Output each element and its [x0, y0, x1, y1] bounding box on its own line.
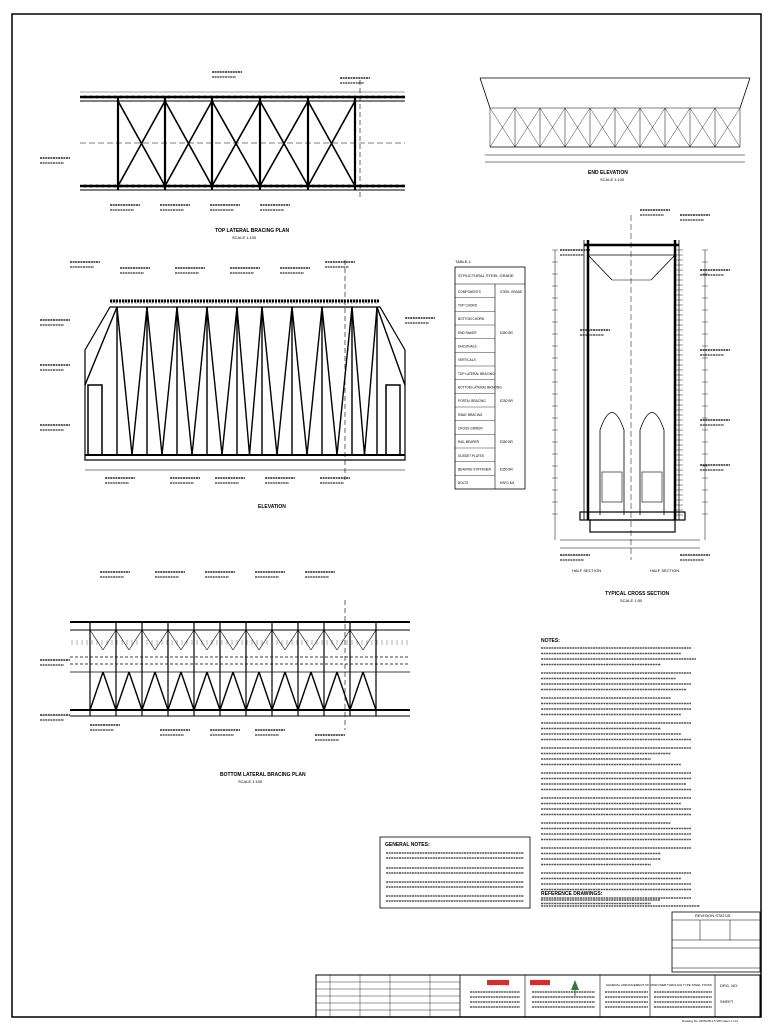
bot-plan-diagonal: [194, 672, 207, 710]
revision-heading: REVISION STATUS: [695, 913, 731, 918]
half-section-left: HALF SECTION: [572, 568, 602, 573]
table-cell-grade: E250 BR: [500, 399, 513, 404]
bot-plan-diagonal: [272, 672, 285, 710]
table-cell-grade: HSFG 8.8: [500, 481, 515, 486]
main-elev-diagonal: [250, 307, 263, 455]
title-block: [316, 912, 760, 1017]
end-elevation: [480, 78, 750, 162]
main-elevation-title: ELEVATION: [258, 504, 286, 510]
table-cell-component: SWAY BRACING: [458, 412, 483, 417]
bot-plan-diagonal: [181, 672, 194, 710]
main-elev-diagonal: [132, 307, 147, 455]
table-cell-component: BOTTOM CHORD: [458, 317, 485, 322]
bot-plan-stringer-brace: [272, 630, 285, 650]
table-cell-grade: STEEL GRADE: [500, 289, 523, 294]
bottom-bracing-plan-scale: SCALE 1:100: [238, 779, 263, 784]
main-elev-diagonal: [322, 307, 337, 455]
half-section-right: HALF SECTION: [650, 568, 680, 573]
bot-plan-diagonal: [363, 672, 376, 710]
general-notes-heading: GENERAL NOTES:: [385, 842, 430, 848]
top-bracing-plan: [80, 80, 405, 200]
cross-section-scale: SCALE 1:50: [620, 598, 643, 603]
main-elev-diagonal: [262, 307, 277, 455]
sheet-label: SHEET: [720, 999, 734, 1004]
bot-plan-stringer-brace: [142, 630, 155, 650]
main-elev-diagonal: [222, 307, 237, 455]
bot-plan-diagonal: [103, 672, 116, 710]
table-cell-component: BOLTS: [458, 481, 469, 486]
bot-plan-diagonal: [298, 672, 311, 710]
bot-plan-diagonal: [259, 672, 272, 710]
bot-plan-stringer-brace: [233, 630, 246, 650]
bot-plan-diagonal: [324, 672, 337, 710]
table-cell-component: BOTTOM LATERAL BRACING: [458, 385, 502, 390]
bot-plan-diagonal: [350, 672, 363, 710]
table-cell-component: DIAGONALS: [458, 344, 477, 349]
top-bracing-plan-scale: SCALE 1:100: [232, 235, 257, 240]
sheet-border: [12, 14, 761, 1017]
main-elev-diagonal: [237, 307, 250, 455]
footer-note: Drawing No: RDSO/B-1772/R sheet 1 of 2: [682, 1019, 739, 1023]
main-elev-diagonal: [307, 307, 322, 455]
bot-plan-stringer-brace: [194, 630, 207, 650]
logo-red-bar-2: [530, 980, 550, 985]
bot-plan-diagonal: [246, 672, 259, 710]
bot-plan-diagonal: [90, 672, 103, 710]
main-elevation: [85, 260, 405, 480]
bot-plan-stringer-brace: [207, 630, 220, 650]
table-cell-component: PORTAL BRACING: [458, 399, 486, 404]
main-elev-diagonal: [162, 307, 177, 455]
end-elevation-scale: SCALE 1:100: [600, 177, 625, 182]
table-cell-component: END RAKER: [458, 330, 477, 335]
bot-plan-stringer-brace: [363, 630, 376, 650]
bot-plan-diagonal: [233, 672, 246, 710]
main-elev-diagonal: [292, 307, 307, 455]
tree-logo: [571, 980, 579, 990]
bot-plan-diagonal: [129, 672, 142, 710]
bot-plan-stringer-brace: [129, 630, 142, 650]
table-label: TABLE-1: [455, 259, 471, 264]
table-cell-grade: E350 BR: [500, 440, 513, 445]
main-elev-end-raker: [85, 307, 117, 385]
main-elev-diagonal: [192, 307, 207, 455]
bot-plan-diagonal: [142, 672, 155, 710]
table-header: STRUCTURAL STEEL GRADE: [458, 273, 514, 278]
main-elev-diagonal: [147, 307, 162, 455]
top-bracing-plan-title: TOP LATERAL BRACING PLAN: [215, 228, 290, 234]
bot-plan-stringer-brace: [259, 630, 272, 650]
table-cell-grade: E350 BR: [500, 467, 513, 472]
cross-section: [552, 215, 708, 560]
bot-plan-diagonal: [220, 672, 233, 710]
logo-red-bar: [487, 980, 509, 985]
main-elev-diagonal: [365, 307, 378, 455]
main-elev-diagonal: [207, 307, 222, 455]
table-cell-component: CROSS GIRDER: [458, 426, 483, 431]
table-cell-grade: E350 BR: [500, 330, 513, 335]
bot-plan-diagonal: [285, 672, 298, 710]
bot-plan-diagonal: [116, 672, 129, 710]
table-cell-component: GUSSET PLATES: [458, 453, 484, 458]
bottom-bracing-plan: [70, 600, 410, 730]
bot-plan-diagonal: [207, 672, 220, 710]
bot-plan-diagonal: [311, 672, 324, 710]
bot-plan-diagonal: [168, 672, 181, 710]
reference-drawings-heading: REFERENCE DRAWINGS:: [541, 891, 603, 897]
bot-plan-diagonal: [155, 672, 168, 710]
main-elev-diagonal: [177, 307, 192, 455]
notes-heading: NOTES:: [541, 638, 560, 644]
main-elev-diagonal: [337, 307, 352, 455]
drawing-title: GENERAL ARRANGEMENT OF OPEN WEB THROUGH TYPE STEEL TRUSS: [606, 983, 712, 987]
table-cell-component: TOP CHORD: [458, 303, 478, 308]
drawing-no-label: DRG. NO.: [720, 983, 739, 988]
table-cell-component: RAIL BEARER: [458, 440, 479, 445]
main-elev-diagonal: [352, 307, 365, 455]
bot-plan-stringer-brace: [298, 630, 311, 650]
end-elevation-title: END ELEVATION: [588, 170, 628, 176]
main-elev-diagonal: [277, 307, 292, 455]
bot-plan-stringer-brace: [324, 630, 337, 650]
main-elev-end-raker: [377, 307, 405, 385]
cross-section-title: TYPICAL CROSS SECTION: [605, 591, 670, 597]
main-elev-diagonal: [117, 307, 132, 455]
bot-plan-diagonal: [337, 672, 350, 710]
table-cell-component: VERTICALS: [458, 358, 476, 363]
notes-block: [541, 648, 700, 906]
bot-plan-stringer-brace: [168, 630, 181, 650]
table-cell-component: BEARING STIFFENER: [458, 467, 491, 472]
table-cell-component: TOP LATERAL BRACING: [458, 371, 495, 376]
bot-plan-stringer-brace: [103, 630, 116, 650]
bottom-bracing-plan-title: BOTTOM LATERAL BRACING PLAN: [220, 772, 306, 778]
bot-plan-stringer-brace: [337, 630, 350, 650]
table-cell-component: COMPONENTS: [458, 289, 481, 294]
